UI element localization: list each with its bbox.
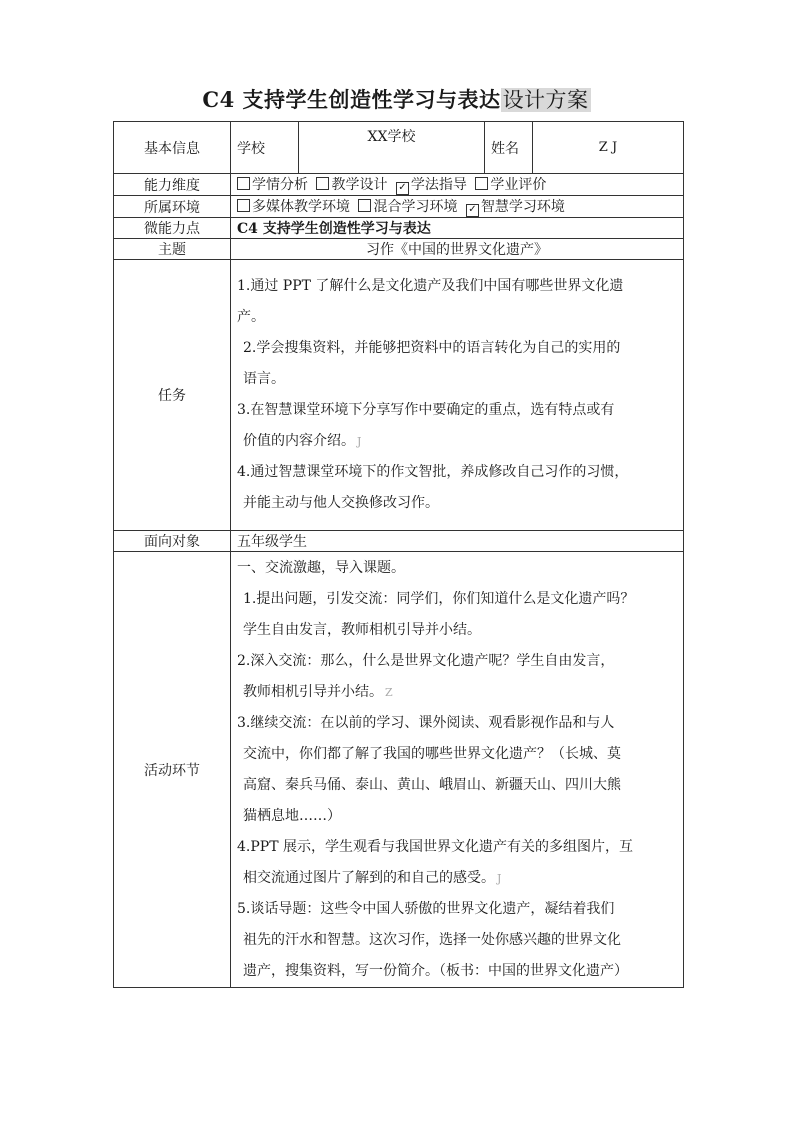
activity-content xyxy=(231,552,684,988)
ability-option-1[interactable]: 学情分析 xyxy=(237,177,308,193)
row-basic-info xyxy=(114,122,684,174)
activity-line: 3.继续交流：在以前的学习、课外阅读、观看影视作品和与人 xyxy=(237,714,615,731)
audience-label: 面向对象 xyxy=(114,531,231,552)
checkbox-icon[interactable] xyxy=(237,199,250,212)
design-form-table xyxy=(113,121,684,988)
task-line: 3.在智慧课堂环境下分享写作中要确定的重点，选有特点或有 xyxy=(237,402,615,418)
activity-line: 祖先的汗水和智慧。这次习作，选择一处你感兴趣的世界文化 xyxy=(243,931,621,948)
topic-value: 习作《中国的世界文化遗产》 xyxy=(231,239,684,260)
row-activity xyxy=(114,552,684,988)
environment-options xyxy=(231,196,684,218)
task-line: 1.通过 PPT 了解什么是文化遗产及我们中国有哪些世界文化遗 xyxy=(237,278,624,294)
micro-value: C4 支持学生创造性学习与表达 xyxy=(231,218,684,239)
task-line: 2.学会搜集资料，并能够把资料中的语言转化为自己的实用的 xyxy=(243,340,621,356)
activity-line: 高窟、秦兵马俑、泰山、黄山、峨眉山、新疆天山、四川大熊 xyxy=(243,776,621,793)
audience-value: 五年级学生 xyxy=(231,531,684,552)
checkbox-icon[interactable] xyxy=(316,177,329,190)
environment-option-3[interactable]: ✓ 智慧学习环境 xyxy=(466,199,565,215)
activity-line: 5.谈话导题：这些令中国人骄傲的世界文化遗产，凝结着我们 xyxy=(237,900,615,917)
ability-option-2[interactable]: 教学设计 xyxy=(316,177,387,193)
row-micro xyxy=(114,218,684,239)
task-label: 任务 xyxy=(114,260,231,531)
activity-line: 交流中，你们都了解了我国的哪些世界文化遗产？（长城、莫 xyxy=(243,745,621,762)
name-value: Z J xyxy=(533,122,684,174)
row-audience xyxy=(114,531,684,552)
task-line: 产。 xyxy=(237,309,265,325)
task-line: 并能主动与他人交换修改习作。 xyxy=(243,495,439,511)
ability-option-4[interactable]: 学业评价 xyxy=(475,177,546,193)
activity-line: 1.提出问题，引发交流：同学们，你们知道什么是文化遗产吗？ xyxy=(243,590,635,607)
row-environment xyxy=(114,196,684,218)
checkbox-checked-icon[interactable]: ✓ xyxy=(396,182,409,195)
activity-line: 一、交流激趣，导入课题。 xyxy=(237,559,405,576)
checkbox-icon[interactable] xyxy=(475,177,488,190)
row-topic xyxy=(114,239,684,260)
activity-mark: Z xyxy=(385,685,393,699)
micro-label: 微能力点 xyxy=(114,218,231,239)
title-main: C4 支持学生创造性学习与表达 xyxy=(202,87,501,112)
task-line: 语言。 xyxy=(243,371,285,387)
checkbox-icon[interactable] xyxy=(237,177,250,190)
activity-line: 遗产，搜集资料，写一份简介。（板书：中国的世界文化遗产） xyxy=(243,962,628,979)
name-label: 姓名 xyxy=(485,122,533,174)
title-highlight: 设计方案 xyxy=(502,88,589,112)
checkbox-checked-icon[interactable]: ✓ xyxy=(466,204,479,217)
activity-line-with-mark: 相交流通过图片了解到的和自己的感受。 J xyxy=(243,869,502,886)
activity-line: 猫栖息地……） xyxy=(243,807,341,824)
task-content xyxy=(231,260,684,531)
environment-option-1[interactable]: 多媒体教学环境 xyxy=(237,199,350,215)
document-title xyxy=(0,84,793,114)
activity-mark: J xyxy=(497,871,502,885)
activity-line-with-mark: 教师相机引导并小结。 Z xyxy=(243,683,393,700)
activity-line: 学生自由发言，教师相机引导并小结。 xyxy=(243,621,481,638)
activity-line: 2.深入交流：那么，什么是世界文化遗产呢？学生自由发言， xyxy=(237,652,615,669)
ability-label: 能力维度 xyxy=(114,174,231,196)
row-ability xyxy=(114,174,684,196)
task-line-with-mark: 价值的内容介绍。 J xyxy=(243,433,362,449)
environment-label: 所属环境 xyxy=(114,196,231,218)
school-value: XX学校 xyxy=(299,122,485,174)
activity-line: 4.PPT 展示，学生观看与我国世界文化遗产有关的多组图片，互 xyxy=(237,838,633,855)
task-mark: J xyxy=(357,435,362,448)
task-line: 4.通过智慧课堂环境下的作文智批，养成修改自己习作的习惯， xyxy=(237,464,629,480)
environment-option-2[interactable]: 混合学习环境 xyxy=(358,199,457,215)
ability-options xyxy=(231,174,684,196)
topic-label: 主题 xyxy=(114,239,231,260)
checkbox-icon[interactable] xyxy=(358,199,371,212)
basic-info-label: 基本信息 xyxy=(114,122,231,174)
activity-label: 活动环节 xyxy=(114,552,231,988)
row-task xyxy=(114,260,684,531)
ability-option-3[interactable]: ✓ 学法指导 xyxy=(396,177,467,193)
school-label: 学校 xyxy=(231,122,299,174)
